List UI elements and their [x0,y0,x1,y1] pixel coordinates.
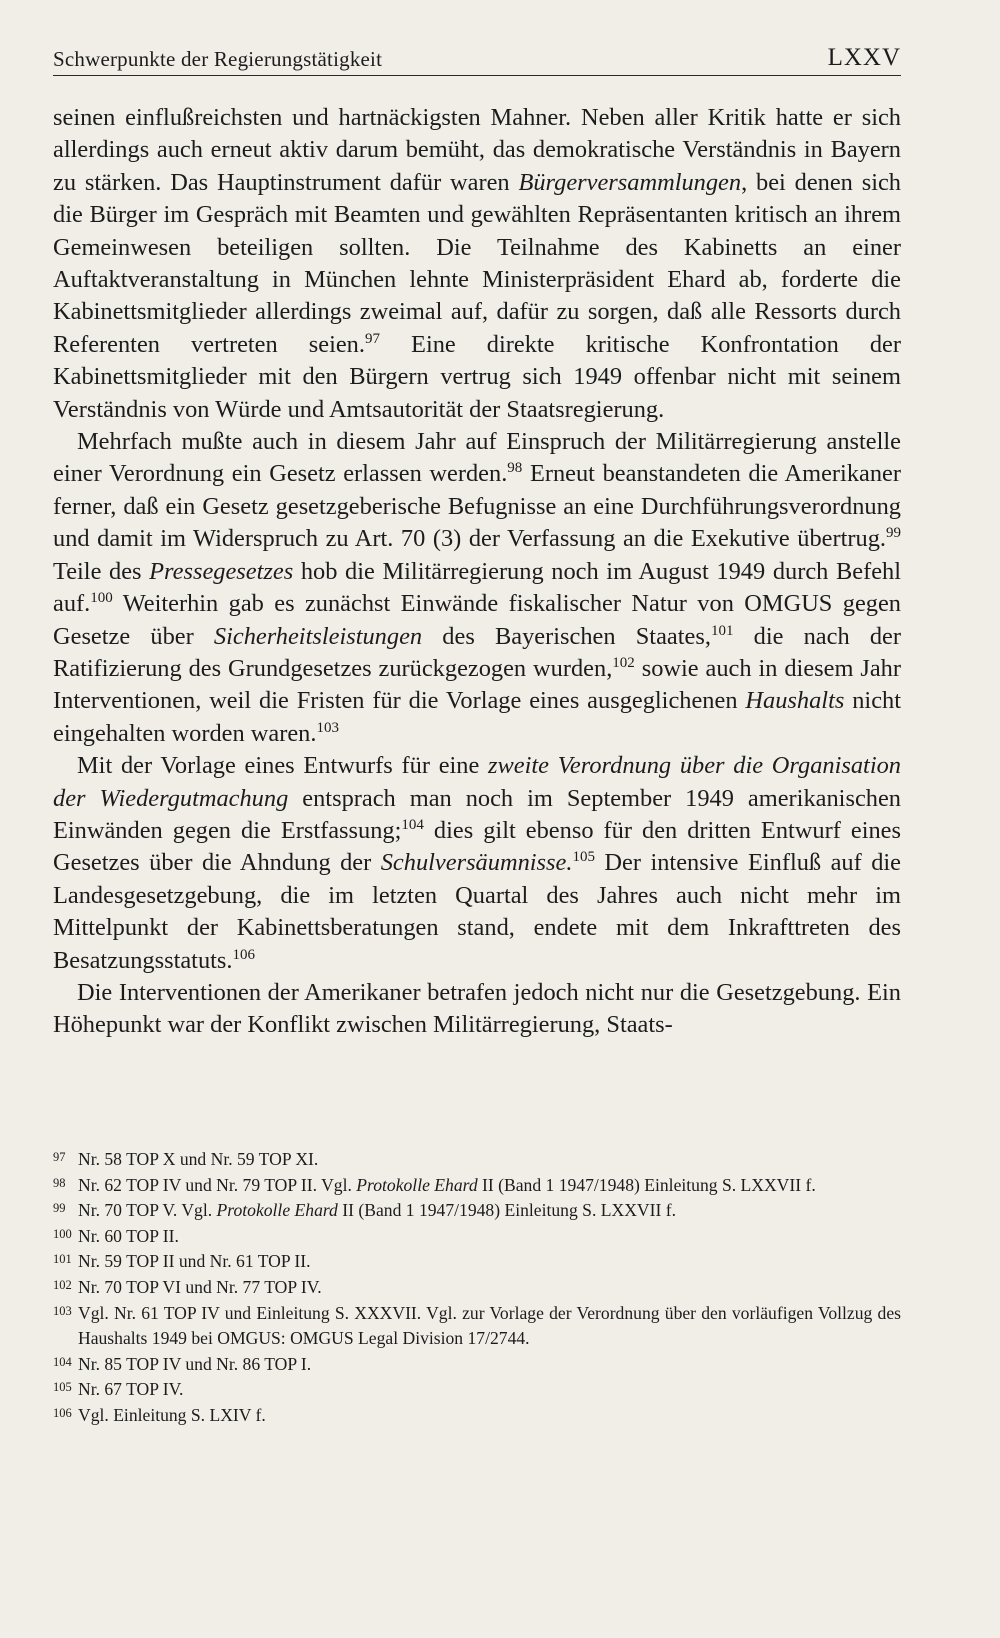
paragraph-text: hob die Militärregierung noch im August 1949 durch Befehl auf. [53,557,901,618]
paragraph-text: Weiterhin gab es zunächst Einwände fiskalischer Natur von OMGUS gegen Gesetze über [53,590,901,650]
paragraph-text: Eine direkte kritische Konfrontation der Kabinettsmitglieder mit den Bürgern vertrug sich 1949 offenbar nicht mit seinem Verständnis von Würde und Amtsautorität der Staatsregierung. [53,330,902,423]
footnote-text: Nr. 70 TOP V. Vgl. [78,1200,217,1221]
paragraph-footnote-ref: 104 [401,816,424,833]
paragraph-text: Mit der Vorlage eines Entwurfs für eine [77,752,489,780]
paragraph-text: Die Interventionen der Amerikaner betrafen jedoch nicht nur die Gesetzgebung. Ein Höhepunkt war der Konflikt zwischen Militärregierung, Staats- [53,978,901,1039]
page-number: LXXV [827,44,901,71]
paragraph-footnote-ref: 105 [572,849,595,866]
paragraph-text: , bei denen sich die Bürger im Gespräch mit Beamten und gewählten Repräsentanten kritisch an ihrem Gemeinwesen beteiligen sollten. Die Teilnahme des Kabinetts an einer Auftaktveranstaltung in München lehnte Ministerpräsident Ehard ab, forderte die Kabinettsmitglieder allerdings zweimal auf, dafür zu sorgen, daß alle Ressorts durch Referenten vertreten seien. [53,168,901,358]
footnotes [53,1147,901,1429]
footnote [53,1403,901,1429]
paragraph-italic-term: zweite Verordnung über die Organisation der Wiedergutmachung [53,752,901,812]
footnote [53,1198,901,1224]
paragraph-footnote-ref: 101 [710,622,734,639]
footnote-text: Nr. 62 TOP IV und Nr. 79 TOP II. Vgl. [78,1174,357,1195]
paragraph-text: die nach der Ratifizierung des Grundgesetzes zurückgezogen wurden, [53,622,901,682]
paragraph-2 [53,426,901,750]
paragraph-italic-term: Schulversäumnisse. [380,849,573,877]
footnote-number: 106 [53,1405,72,1420]
footnote-number: 97 [53,1150,66,1164]
footnote [53,1275,901,1301]
footnote-text: Nr. 70 TOP VI und Nr. 77 TOP IV. [78,1276,322,1297]
paragraph-1 [53,102,901,426]
footnote-number: 100 [53,1226,72,1241]
paragraph-text: Erneut beanstandeten die Amerikaner ferner, daß ein Gesetz gesetzgeberische Befugnisse an eine Durchführungsverordnung und damit im Widerspruch zu Art. 70 (3) der Verfassung an die Exekutive übertrug. [53,460,901,553]
paragraph-text: nicht eingehalten worden waren. [53,687,901,747]
footnote-italic-term: Protokolle Ehard [356,1174,478,1195]
paragraph-4 [53,977,901,1042]
body-text [53,102,901,1042]
paragraph-text: entsprach man noch im September 1949 amerikanischen Einwänden gegen die Erstfassung; [53,784,901,844]
footnote-text: II (Band 1 1947/1948) Einleitung S. LXXVII f. [337,1200,676,1221]
paragraph-italic-term: Pressegesetzes [149,557,294,585]
footnote [53,1147,901,1173]
footnote-text: Nr. 85 TOP IV und Nr. 86 TOP I. [78,1353,312,1374]
footnote [53,1173,901,1199]
footnote-text: Nr. 58 TOP X und Nr. 59 TOP XI. [78,1149,319,1169]
footnote-italic-term: Protokolle Ehard [216,1200,338,1221]
footnote-text: Vgl. Nr. 61 TOP IV und Einleitung S. XXXVII. Vgl. zur Vorlage der Verordnung über den vorläufigen Vollzug des Haushalts 1949 bei OMGUS: OMGUS Legal Division 17/2744. [78,1302,901,1349]
book-page [53,38,901,1042]
paragraph-footnote-ref: 106 [232,946,256,963]
footnote-text: Vgl. Einleitung S. LXIV f. [78,1404,266,1425]
paragraph-text: Teile des [53,557,150,585]
paragraph-text: dies gilt ebenso für den dritten Entwurf eines Gesetzes über die Ahndung der [53,816,901,877]
footnote [53,1249,901,1275]
footnote-text: II (Band 1 1947/1948) Einleitung S. LXXVII f. [477,1174,816,1195]
paragraph-italic-term: Sicherheitsleistungen [213,622,423,650]
paragraph-footnote-ref: 97 [364,330,380,347]
footnote-number: 102 [53,1277,72,1292]
paragraph-text: des Bayerischen Staates, [422,622,711,650]
paragraph-text: seinen einflußreichsten und hartnäckigsten Mahner. Neben aller Kritik hatte er sich allerdings auch erneut aktiv darum bemüht, das demokratische Verständnis in Bayern zu stärken. Das Hauptinstrument dafür waren [53,104,901,196]
footnote-number: 101 [53,1252,72,1267]
footnote-number: 98 [53,1175,66,1190]
footnote-number: 104 [53,1354,72,1369]
footnote-text: Nr. 67 TOP IV. [78,1379,184,1400]
paragraph-3 [53,750,901,977]
paragraph-text: Mehrfach mußte auch in diesem Jahr auf Einspruch der Militärregierung anstelle einer Verordnung ein Gesetz erlassen werden. [53,428,901,488]
footnote [53,1352,901,1378]
footnote-text: Nr. 60 TOP II. [78,1225,179,1246]
paragraph-footnote-ref: 98 [507,460,523,477]
paragraph-text: Der intensive Einfluß auf die Landesgesetzgebung, die im letzten Quartal des Jahres auch nicht mehr im Mittelpunkt der Kabinettsberatungen stand, endete mit dem Inkrafttreten des Besatzungsstatuts. [53,849,901,974]
paragraph-footnote-ref: 103 [316,719,339,736]
paragraph-footnote-ref: 99 [886,525,901,542]
paragraph-text: sowie auch in diesem Jahr Interventionen, weil die Fristen für die Vorlage eines ausgeglichenen [53,654,901,715]
paragraph-footnote-ref: 100 [90,590,113,607]
footnote [53,1301,901,1352]
running-title: Schwerpunkte der Regierungstätigkeit [53,47,383,71]
footnote-text: Nr. 59 TOP II und Nr. 61 TOP II. [78,1251,311,1272]
paragraph-italic-term: Haushalts [745,687,845,715]
footnote [53,1224,901,1250]
paragraph-footnote-ref: 102 [612,654,635,671]
paragraph-italic-term: Bürgerversammlungen [518,168,742,196]
footnote-number: 103 [53,1303,72,1318]
footnote [53,1377,901,1403]
footnote-number: 105 [53,1380,72,1395]
running-header [53,38,901,76]
footnote-number: 99 [53,1201,66,1216]
